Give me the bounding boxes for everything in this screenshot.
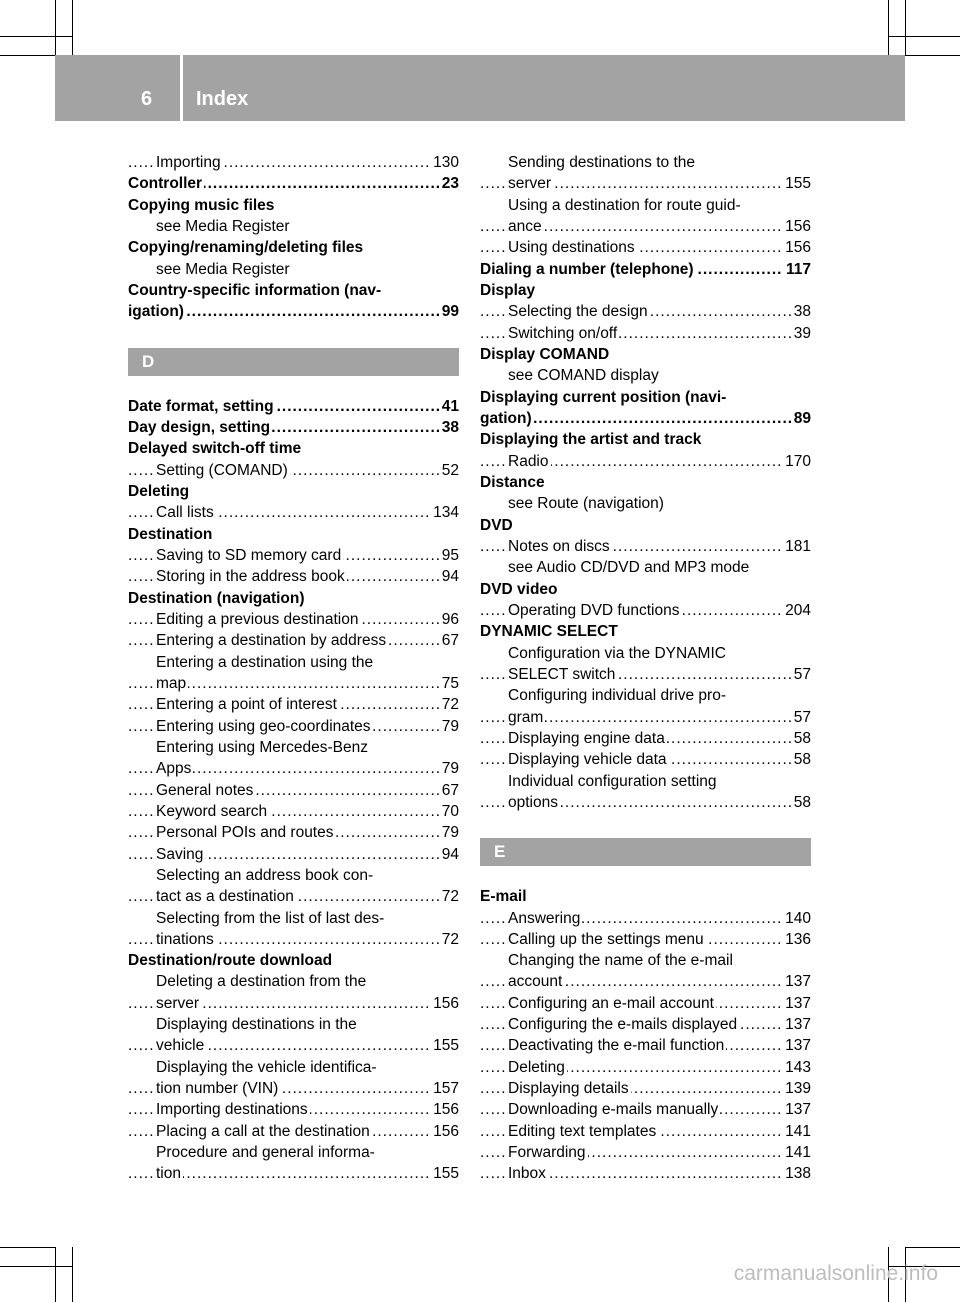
index-entry-page: 141 <box>782 1142 811 1163</box>
index-entry <box>480 771 811 792</box>
index-entry <box>480 728 811 749</box>
index-entry-page: 137 <box>782 1035 811 1056</box>
page-number: 6 <box>141 88 153 110</box>
index-entry <box>480 1057 811 1078</box>
index-entry-label: DYNAMIC SELECT <box>480 623 618 641</box>
section-header-e: E <box>480 838 811 866</box>
index-entry-page: 57 <box>791 664 811 685</box>
index-entry <box>128 673 459 694</box>
index-entry-label: Notes on discs <box>508 537 610 555</box>
index-entry <box>480 387 811 408</box>
index-entry-page: 139 <box>782 1078 811 1099</box>
index-entry <box>128 1121 459 1142</box>
index-entry-page: 58 <box>791 749 811 770</box>
index-entry <box>480 1099 811 1120</box>
index-entry-label: Displaying details <box>508 1080 629 1098</box>
index-entry-label: Date format, setting <box>128 397 274 415</box>
index-entry-label: Editing a previous destination <box>156 610 359 628</box>
index-entry <box>480 579 811 600</box>
index-entry-label: tact as a destination <box>156 888 294 906</box>
index-entry-label: General notes <box>156 781 254 799</box>
index-entry <box>480 1078 811 1099</box>
index-entry-page: 23 <box>439 173 459 194</box>
index-entry-label: DVD video <box>480 580 558 598</box>
index-entry-page: 137 <box>782 1099 811 1120</box>
index-entry-label: Deactivating the e-mail function <box>508 1037 725 1055</box>
index-entry-page: 39 <box>791 323 811 344</box>
index-entry <box>128 630 459 651</box>
index-entry-page: 72 <box>439 886 459 907</box>
index-entry-label: Controller <box>128 175 203 193</box>
index-entry-page: 170 <box>782 451 811 472</box>
index-entry <box>128 1078 459 1099</box>
index-entry-label: Selecting from the list of last des- <box>156 909 385 927</box>
index-entry <box>128 929 459 950</box>
index-entry <box>128 822 459 843</box>
index-entry-label: see Route (navigation) <box>508 495 664 513</box>
index-entry-page: 96 <box>439 609 459 630</box>
index-entry <box>128 259 459 280</box>
index-entry <box>128 545 459 566</box>
index-entry-page: 94 <box>439 844 459 865</box>
index-entry <box>480 929 811 950</box>
index-entry-label: gram <box>508 708 544 726</box>
index-entry-label: Individual configuration setting <box>508 772 717 790</box>
section-spacer <box>480 813 811 838</box>
crop-mark <box>0 1266 72 1267</box>
index-entry-label: Destination <box>128 525 213 543</box>
index-entry <box>128 396 459 417</box>
index-entry-label: Entering a point of interest <box>156 696 337 714</box>
index-entry <box>128 280 459 301</box>
index-entry-page: 72 <box>439 929 459 950</box>
index-entry <box>128 216 459 237</box>
index-entry-label: Delayed switch-off time <box>128 440 302 458</box>
index-entry-page: 136 <box>782 929 811 950</box>
index-entry <box>128 780 459 801</box>
index-entry <box>480 1142 811 1163</box>
index-entry-page: 72 <box>439 694 459 715</box>
index-entry-page: 156 <box>430 1099 459 1120</box>
index-entry <box>128 886 459 907</box>
index-entry <box>128 195 459 216</box>
index-entry-page: 130 <box>430 152 459 173</box>
index-entry <box>480 1163 811 1184</box>
index-entry-label: Using destinations <box>508 239 635 257</box>
index-entry-page: 52 <box>439 460 459 481</box>
index-entry-page: 204 <box>782 600 811 621</box>
index-entry-label: Deleting <box>508 1058 565 1076</box>
index-entry-label: Configuring an e-mail account <box>508 994 714 1012</box>
crop-mark <box>905 55 960 56</box>
section-spacer <box>128 376 459 396</box>
index-entry <box>480 301 811 322</box>
index-entry <box>480 1121 811 1142</box>
index-entry-label: Operating DVD functions <box>508 601 680 619</box>
index-entry <box>128 737 459 758</box>
index-entry-label: tinations <box>156 930 214 948</box>
index-entry-label: map <box>156 674 187 692</box>
index-entry-page: 181 <box>782 536 811 557</box>
index-entry <box>480 1035 811 1056</box>
index-entry-label: Storing in the address book <box>156 568 345 586</box>
index-entry-label: Procedure and general informa- <box>156 1144 375 1162</box>
index-entry <box>480 908 811 929</box>
index-entry-label: see Media Register <box>156 217 290 235</box>
index-entry <box>480 621 811 642</box>
index-entry <box>480 152 811 173</box>
index-entry-label: Keyword search <box>156 802 268 820</box>
index-entry-page: 38 <box>439 417 459 438</box>
index-entry-page: 89 <box>791 408 811 429</box>
index-entry <box>480 1014 811 1035</box>
index-entry <box>480 237 811 258</box>
index-entry <box>480 173 811 194</box>
index-entry-page: 57 <box>791 707 811 728</box>
index-entry <box>480 950 811 971</box>
index-entry-label: Copying music files <box>128 196 275 214</box>
index-entry-label: options <box>508 793 558 811</box>
index-entry-label: Saving to SD memory card <box>156 546 342 564</box>
index-entry <box>128 1057 459 1078</box>
index-entry-page: 95 <box>439 545 459 566</box>
index-entry <box>480 664 811 685</box>
index-entry <box>480 536 811 557</box>
index-entry <box>480 557 811 578</box>
index-entry <box>128 1163 459 1184</box>
index-entry <box>128 993 459 1014</box>
index-entry-label: tion number (VIN) <box>156 1080 279 1098</box>
crop-mark <box>0 55 55 56</box>
index-entry-label: Displaying the artist and track <box>480 431 702 449</box>
index-entry <box>480 280 811 301</box>
index-entry <box>480 993 811 1014</box>
index-entry <box>480 643 811 664</box>
index-entry-label: Displaying the vehicle identifica- <box>156 1058 377 1076</box>
index-entry <box>128 801 459 822</box>
index-entry-page: 67 <box>439 780 459 801</box>
index-entry <box>480 195 811 216</box>
index-entry-label: Entering using Mercedes-Benz <box>156 738 368 756</box>
index-entry <box>128 524 459 545</box>
index-entry-label: Displaying vehicle data <box>508 751 667 769</box>
index-entry-label: Forwarding <box>508 1144 586 1162</box>
index-entry-label: tion <box>156 1165 181 1183</box>
index-entry-label: Configuring individual drive pro- <box>508 687 726 705</box>
index-entry-label: Day design, setting <box>128 418 271 436</box>
index-entry-page: 156 <box>430 993 459 1014</box>
index-entry <box>128 908 459 929</box>
index-entry-page: 117 <box>783 259 811 280</box>
index-entry <box>128 152 459 173</box>
index-entry-label: vehicle <box>156 1037 205 1055</box>
index-entry-label: Changing the name of the e-mail <box>508 952 733 970</box>
index-entry-page: 75 <box>439 673 459 694</box>
index-entry-label: Country-specific information (nav- <box>128 281 382 299</box>
index-entry-label: Inbox <box>508 1165 546 1183</box>
index-entry <box>128 566 459 587</box>
index-entry-page: 58 <box>791 728 811 749</box>
index-entry <box>480 365 811 386</box>
index-entry-label: Personal POIs and routes <box>156 824 334 842</box>
index-entry <box>128 237 459 258</box>
index-entry <box>128 502 459 523</box>
index-entry <box>480 600 811 621</box>
index-entry <box>480 886 811 907</box>
index-entry <box>480 707 811 728</box>
index-entry <box>128 173 459 194</box>
index-entry <box>480 493 811 514</box>
index-entry-label: SELECT switch <box>508 665 616 683</box>
index-entry-label: Entering a destination using the <box>156 653 374 671</box>
index-entry <box>128 971 459 992</box>
index-entry-page: 156 <box>782 216 811 237</box>
index-entry-page: 79 <box>439 822 459 843</box>
index-entry-label: Display COMAND <box>480 345 610 363</box>
index-entry-label: Call lists <box>156 504 214 522</box>
index-entry <box>128 950 459 971</box>
index-entry <box>128 588 459 609</box>
index-entry-label: Distance <box>480 473 545 491</box>
index-entry-page: 134 <box>430 502 459 523</box>
index-entry <box>480 685 811 706</box>
index-entry <box>480 971 811 992</box>
index-entry-label: Radio <box>508 452 549 470</box>
index-entry-label: DVD <box>480 516 513 534</box>
index-entry-label: Answering <box>508 909 581 927</box>
index-entry <box>480 216 811 237</box>
index-entry-page: 138 <box>782 1163 811 1184</box>
index-entry-page: 137 <box>782 993 811 1014</box>
index-entry-label: Displaying current position (navi- <box>480 388 727 406</box>
index-entry <box>128 460 459 481</box>
index-entry-page: 79 <box>439 758 459 779</box>
crop-mark <box>905 0 906 55</box>
index-entry <box>128 1035 459 1056</box>
index-entry <box>128 1142 459 1163</box>
index-entry-page: 140 <box>782 908 811 929</box>
index-entry-page: 156 <box>430 1121 459 1142</box>
index-entry-page: 137 <box>782 1014 811 1035</box>
watermark: carmanualsonline.info <box>733 1262 938 1285</box>
page-header <box>55 55 905 121</box>
index-entry <box>128 758 459 779</box>
index-entry-label: Displaying destinations in the <box>156 1016 357 1034</box>
crop-mark <box>0 36 72 37</box>
index-entry <box>480 451 811 472</box>
page-title: Index <box>196 88 249 110</box>
index-entry-page: 41 <box>439 396 459 417</box>
index-entry-label: Saving <box>156 845 204 863</box>
crop-mark <box>905 1247 960 1248</box>
index-entry <box>128 417 459 438</box>
index-entry-label: Displaying engine data <box>508 729 665 747</box>
section-header-d: D <box>128 348 459 376</box>
index-entry-label: Switching on/off <box>508 324 618 342</box>
index-entry-label: Copying/renaming/deleting files <box>128 239 364 257</box>
index-entry-page: 94 <box>439 566 459 587</box>
index-entry <box>128 694 459 715</box>
index-entry-label: Importing destinations <box>156 1101 308 1119</box>
index-entry-label: Destination (navigation) <box>128 589 305 607</box>
index-entry-page: 70 <box>439 801 459 822</box>
index-entry-label: server <box>156 994 200 1012</box>
index-entry-label: Deleting a destination from the <box>156 973 367 991</box>
index-entry <box>480 792 811 813</box>
crop-mark <box>72 1247 73 1302</box>
index-entry-label: Importing <box>156 154 221 171</box>
index-entry-page: 58 <box>791 792 811 813</box>
crop-mark <box>55 1247 56 1302</box>
index-entry-label: Editing text templates <box>508 1122 657 1140</box>
index-entry-label: Selecting an address book con- <box>156 866 374 884</box>
index-entry-page: 156 <box>782 237 811 258</box>
index-entry-label: Setting (COMAND) <box>156 461 288 479</box>
index-column-right <box>480 152 811 1185</box>
index-entry <box>480 259 811 280</box>
index-entry-label: gation) <box>480 409 532 427</box>
index-entry-page: 67 <box>439 630 459 651</box>
index-entry-page: 99 <box>439 301 459 322</box>
index-entry-label: Display <box>480 281 536 299</box>
index-entry-label: Placing a call at the destination <box>156 1122 370 1140</box>
index-entry-label: Entering a destination by address <box>156 632 387 650</box>
index-entry-label: see COMAND display <box>508 367 659 385</box>
index-entry-label: see Media Register <box>156 260 290 278</box>
crop-mark <box>55 0 56 55</box>
index-entry <box>128 481 459 502</box>
index-entry-page: 141 <box>782 1121 811 1142</box>
index-entry-page: 137 <box>782 971 811 992</box>
crop-mark <box>72 0 73 55</box>
index-entry-page: 157 <box>430 1078 459 1099</box>
index-entry <box>480 429 811 450</box>
index-entry <box>128 716 459 737</box>
index-entry <box>128 865 459 886</box>
index-entry-page: 79 <box>439 716 459 737</box>
index-entry-label: Destination/route download <box>128 952 333 970</box>
index-entry-label: Entering using geo-coordinates <box>156 717 371 735</box>
index-entry <box>128 1014 459 1035</box>
index-entry-page: 38 <box>791 301 811 322</box>
index-entry-label: Selecting the design <box>508 303 648 321</box>
index-entry-label: igation) <box>128 303 184 321</box>
index-entry-label: see Audio CD/DVD and MP3 mode <box>508 559 750 577</box>
section-spacer <box>128 323 459 348</box>
index-entry-page: 155 <box>430 1163 459 1184</box>
index-entry-label: server <box>508 175 552 193</box>
index-entry <box>480 408 811 429</box>
index-entry <box>480 344 811 365</box>
index-entry-page: 155 <box>430 1035 459 1056</box>
index-entry <box>480 323 811 344</box>
index-entry-label: ance <box>508 217 542 235</box>
index-entry-page: 155 <box>782 173 811 194</box>
index-entry-label: Apps <box>156 760 192 778</box>
index-entry-label: Calling up the settings menu <box>508 930 704 948</box>
header-divider <box>180 55 183 121</box>
crop-mark <box>888 0 889 55</box>
index-entry-label: Dialing a number (telephone) <box>480 260 694 278</box>
index-entry <box>480 472 811 493</box>
index-entry-label: Configuring the e-mails displayed <box>508 1016 738 1034</box>
crop-mark <box>0 1247 55 1248</box>
index-entry-label: Configuration via the DYNAMIC <box>508 644 726 662</box>
crop-mark <box>888 36 960 37</box>
index-entry-label: account <box>508 973 563 991</box>
index-entry <box>480 515 811 536</box>
index-entry-label: Downloading e-mails manually <box>508 1101 719 1119</box>
index-entry-label: Sending destinations to the <box>508 154 695 171</box>
index-entry <box>128 1099 459 1120</box>
index-column-left <box>128 152 459 1185</box>
index-entry <box>128 652 459 673</box>
index-entry <box>128 844 459 865</box>
index-entry <box>128 609 459 630</box>
index-entry <box>128 301 459 322</box>
index-entry-label: Using a destination for route guid- <box>508 196 741 214</box>
index-entry <box>480 749 811 770</box>
index-entry <box>128 438 459 459</box>
index-entry-page: 143 <box>782 1057 811 1078</box>
index-entry-label: E-mail <box>480 888 527 906</box>
section-spacer <box>480 866 811 886</box>
index-entry-label: Deleting <box>128 482 190 500</box>
